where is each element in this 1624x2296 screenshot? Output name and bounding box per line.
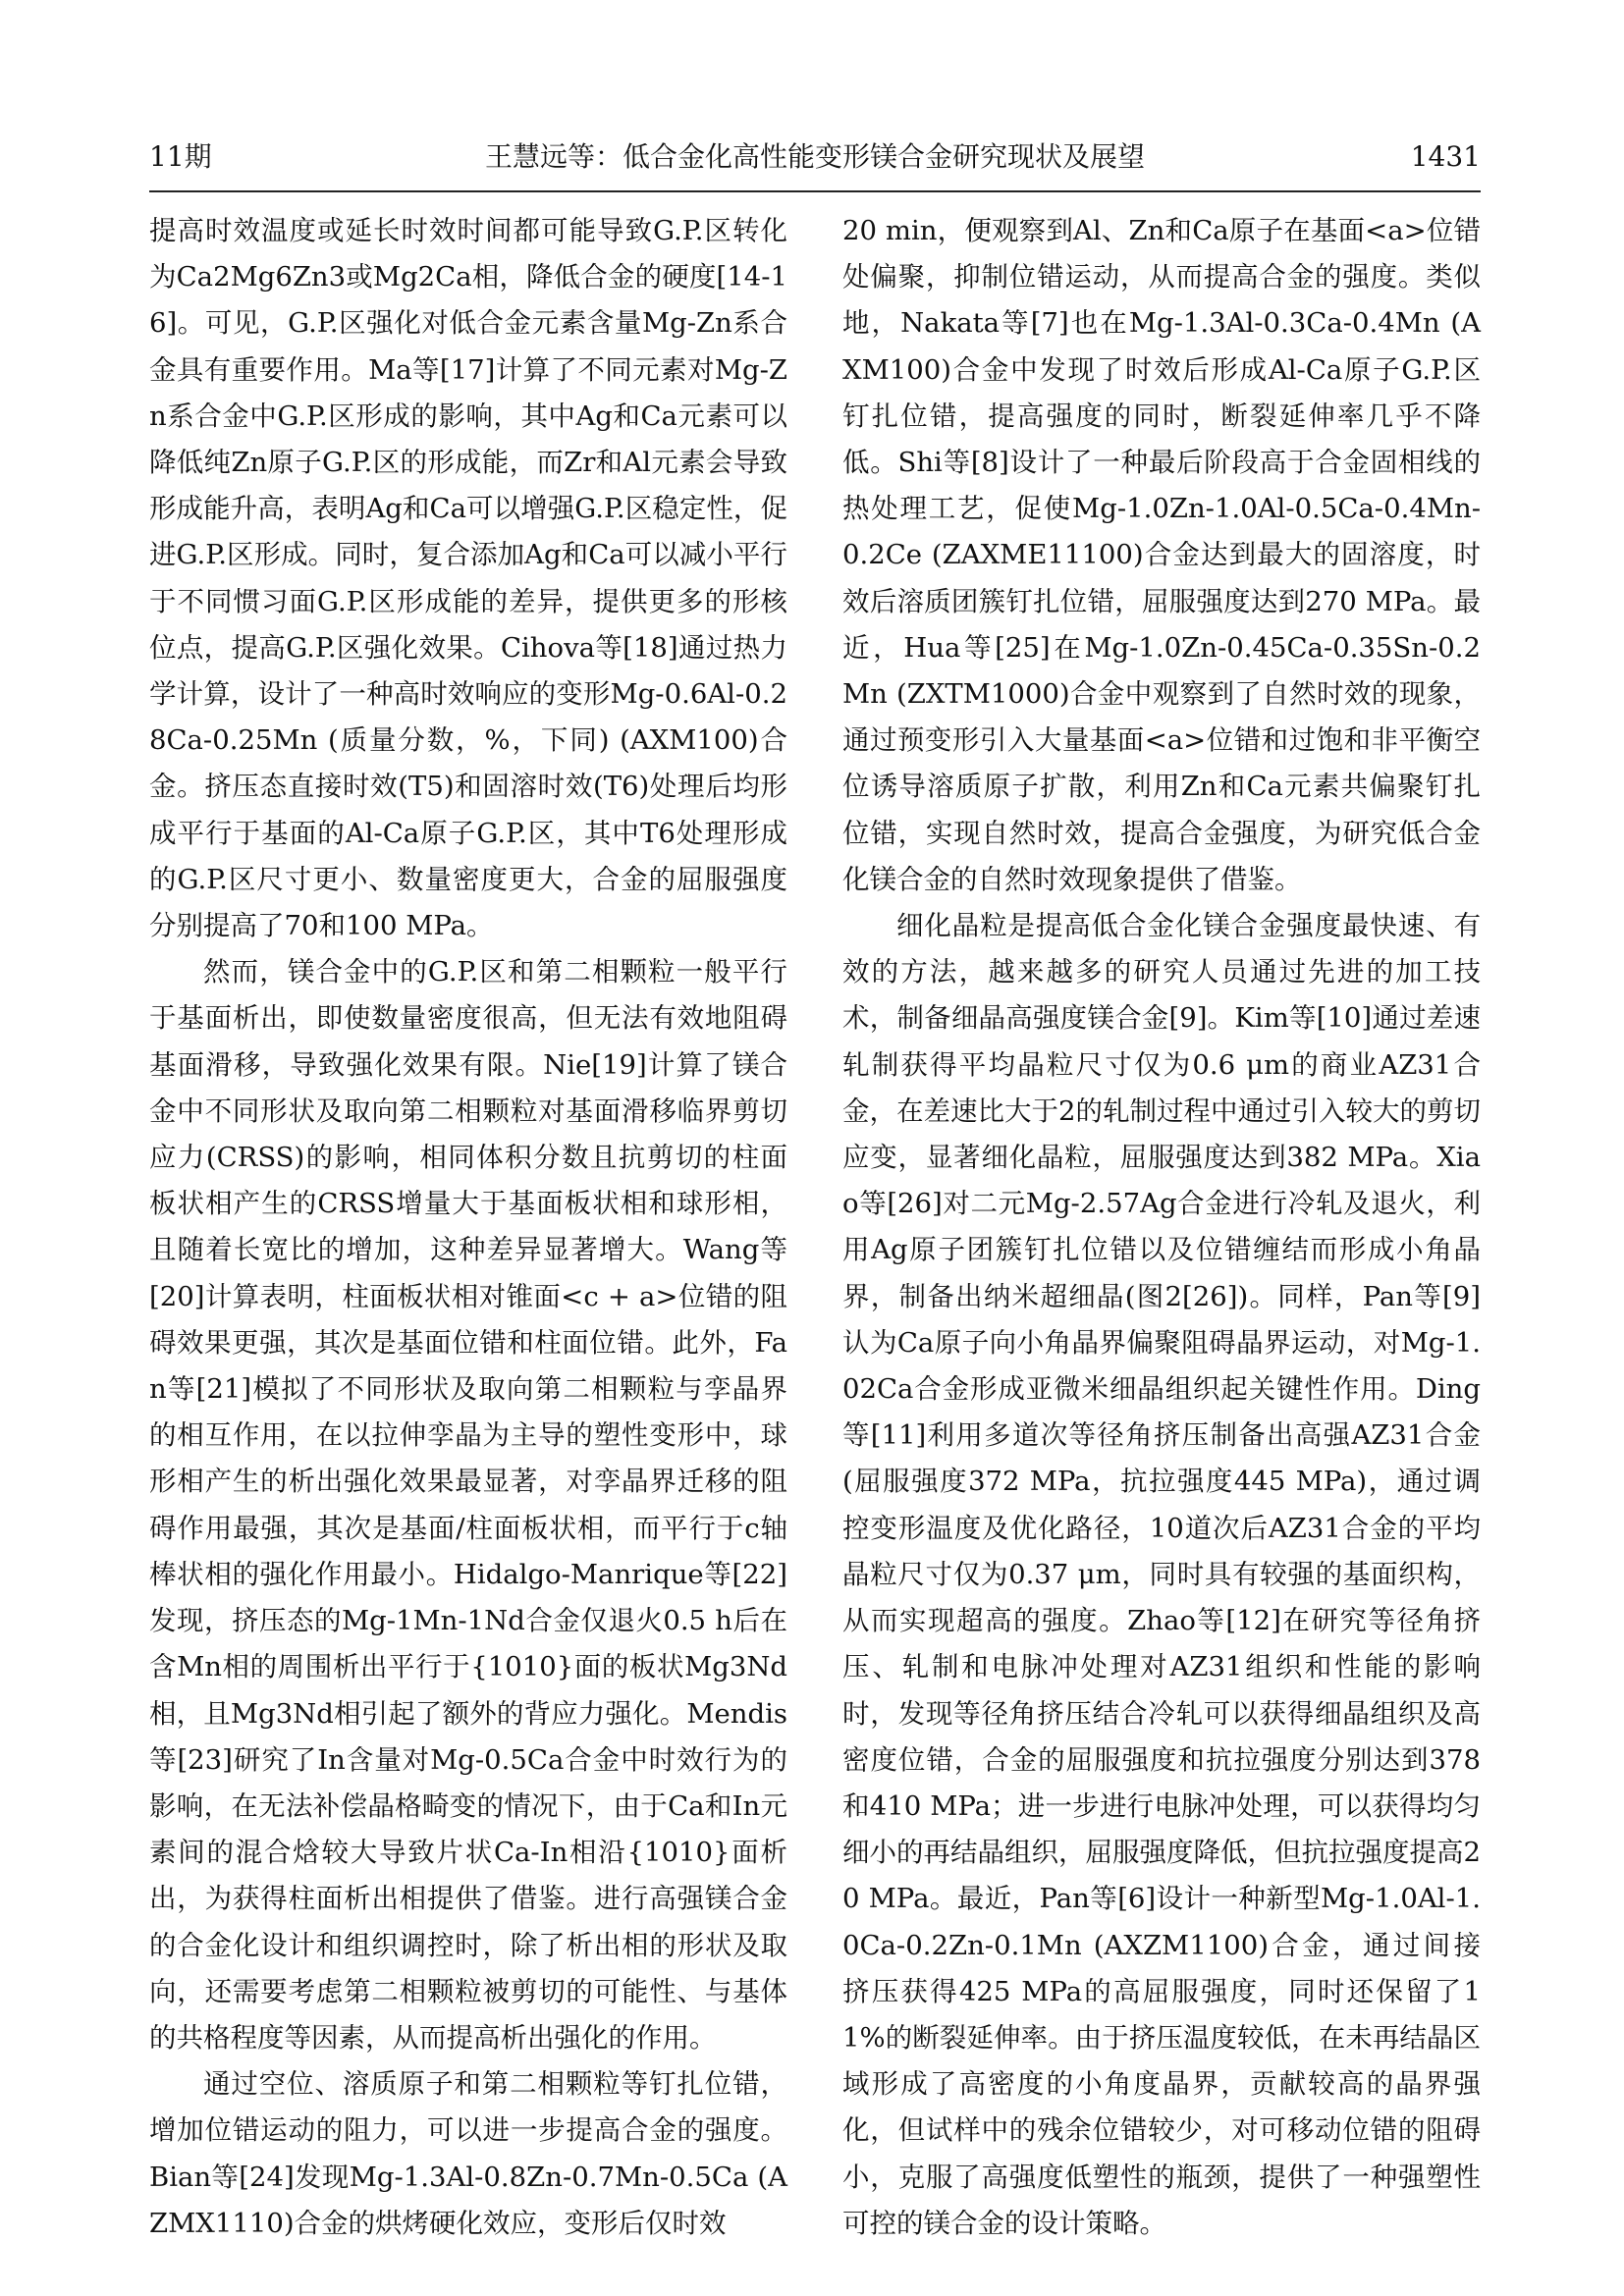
paragraph: 20 min，便观察到Al、Zn和Ca原子在基面<a>位错处偏聚，抑制位错运动，从而提高合金的强度。类似地，Nakata等[7]也在Mg-1.3Al-0.3Ca-0.4Mn (AXM100)合金中发现了时效后形成Al-Ca原子G.P.区钉扎位错，提高强度的同时，断裂延伸率几乎不降低。Shi等[8]设计了一种最后阶段高于合金固相线的热处理工艺，促使Mg-1.0Zn-1.0Al-0.5Ca-0.4Mn-0.2Ce (ZAXME11100)合金达到最大的固溶度，时效后溶质团簇钉扎位错，屈服强度达到270 MPa。最近，Hua等[25]在Mg-1.0Zn-0.45Ca-0.35Sn-0.2Mn (ZXTM1000)合金中观察到了自然时效的现象，通过预变形引入大量基面<a>位错和过饱和非平衡空位诱导溶质原子扩散，利用Zn和Ca元素共偏聚钉扎位错，实现自然时效，提高合金强度，为研究低合金化镁合金的自然时效现象提供了借鉴。 (842, 215, 1481, 895)
paragraph: 然而，镁合金中的G.P.区和第二相颗粒一般平行于基面析出，即使数量密度很高，但无法有效地阻碍基面滑移，导致强化效果有限。Nie[19]计算了镁合金中不同形状及取向第二相颗粒对基面滑移临界剪切应力(CRSS)的影响，相同体积分数且抗剪切的柱面板状相产生的CRSS增量大于基面板状相和球形相，且随着长宽比的增加，这种差异显著增大。Wang等[20]计算表明，柱面板状相对锥面<c + a>位错的阻碍效果更强，其次是基面位错和柱面位错。此外，Fan等[21]模拟了不同形状及取向第二相颗粒与孪晶界的相互作用，在以拉伸孪晶为主导的塑性变形中，球形相产生的析出强化效果最显著，对孪晶界迁移的阻碍作用最强，其次是基面/柱面板状相，而平行于c轴棒状相的强化作用最小。Hidalgo-Manrique等[22]发现，挤压态的Mg-1Mn-1Nd合金仅退火0.5 h后在含Mn相的周围析出平行于{1010}面的板状Mg3Nd相，且Mg3Nd相引起了额外的背应力强化。Mendis等[23]研究了In含量对Mg-0.5Ca合金中时效行为的影响，在无法补偿晶格畸变的情况下，由于Ca和In元素间的混合焓较大导致片状Ca-In相沿{1010}面析出，为获得柱面析出相提供了借鉴。进行高强镁合金的合金化设计和组织调控时，除了析出相的形状及取向，还需要考虑第二相颗粒被剪切的可能性、与基体的共格程度等因素，从而提高析出强化的作用。 (149, 956, 787, 2054)
running-title: 王慧远等：低合金化高性能变形镁合金研究现状及展望 (484, 140, 1145, 173)
page-number: 1431 (1410, 140, 1481, 173)
paragraph: 提高时效温度或延长时效时间都可能导致G.P.区转化为Ca2Mg6Zn3或Mg2Ca相，降低合金的硬度[14-16]。可见，G.P.区强化对低合金元素含量Mg-Zn系合金具有重要作用。Ma等[17]计算了不同元素对Mg-Zn系合金中G.P.区形成的影响，其中Ag和Ca元素可以降低纯Zn原子G.P.区的形成能，而Zr和Al元素会导致形成能升高，表明Ag和Ca可以增强G.P.区稳定性，促进G.P.区形成。同时，复合添加Ag和Ca可以减小平行于不同惯习面G.P.区形成能的差异，提供更多的形核位点，提高G.P.区强化效果。Cihova等[18]通过热力学计算，设计了一种高时效响应的变形Mg-0.6Al-0.28Ca-0.25Mn (质量分数，%，下同) (AXM100)合金。挤压态直接时效(T5)和固溶时效(T6)处理后均形成平行于基面的Al-Ca原子G.P.区，其中T6处理形成的G.P.区尺寸更小、数量密度更大，合金的屈服强度分别提高了70和100 MPa。 (149, 215, 787, 942)
issue-label: 11期 (149, 140, 212, 173)
right-column (842, 208, 1481, 2239)
paragraph: 细化晶粒是提高低合金化镁合金强度最快速、有效的方法，越来越多的研究人员通过先进的加工技术，制备细晶高强度镁合金[9]。Kim等[10]通过差速轧制获得平均晶粒尺寸仅为0.6 μm的商业AZ31合金，在差速比大于2的轧制过程中通过引入较大的剪切应变，显著细化晶粒，屈服强度达到382 MPa。Xiao等[26]对二元Mg-2.57Ag合金进行冷轧及退火，利用Ag原子团簇钉扎位错以及位错缠结而形成小角晶界，制备出纳米超细晶(图2[26])。同样，Pan等[9]认为Ca原子向小角晶界偏聚阻碍晶界运动，对Mg-1.02Ca合金形成亚微米细晶组织起关键性作用。Ding等[11]利用多道次等径角挤压制备出高强AZ31合金(屈服强度372 MPa，抗拉强度445 MPa)，通过调控变形温度及优化路径，10道次后AZ31合金的平均晶粒尺寸仅为0.37 μm，同时具有较强的基面织构，从而实现超高的强度。Zhao等[12]在研究等径角挤压、轧制和电脉冲处理对AZ31组织和性能的影响时，发现等径角挤压结合冷轧可以获得细晶组织及高密度位错，合金的屈服强度和抗拉强度分别达到378和410 MPa；进一步进行电脉冲处理，可以获得均匀细小的再结晶组织，屈服强度降低，但抗拉强度提高20 MPa。最近，Pan等[6]设计一种新型Mg-1.0Al-1.0Ca-0.2Zn-0.1Mn (AXZM1100)合金，通过间接挤压获得425 MPa的高屈服强度，同时还保留了11%的断裂延伸率。由于挤压温度较低，在未再结晶区域形成了高密度的小角度晶界，贡献较高的晶界强化，但试样中的残余位错较少，对可移动位错的阻碍小，克服了高强度低塑性的瓶颈，提供了一种强塑性可控的镁合金的设计策略。 (842, 910, 1481, 2239)
running-header (149, 135, 1481, 179)
paragraph: 通过空位、溶质原子和第二相颗粒等钉扎位错，增加位错运动的阻力，可以进一步提高合金的强度。Bian等[24]发现Mg-1.3Al-0.8Zn-0.7Mn-0.5Ca (AZMX1110)合金的烘烤硬化效应，变形后仅时效 (149, 2068, 787, 2239)
left-column (149, 208, 787, 2239)
header-rule (149, 190, 1481, 192)
